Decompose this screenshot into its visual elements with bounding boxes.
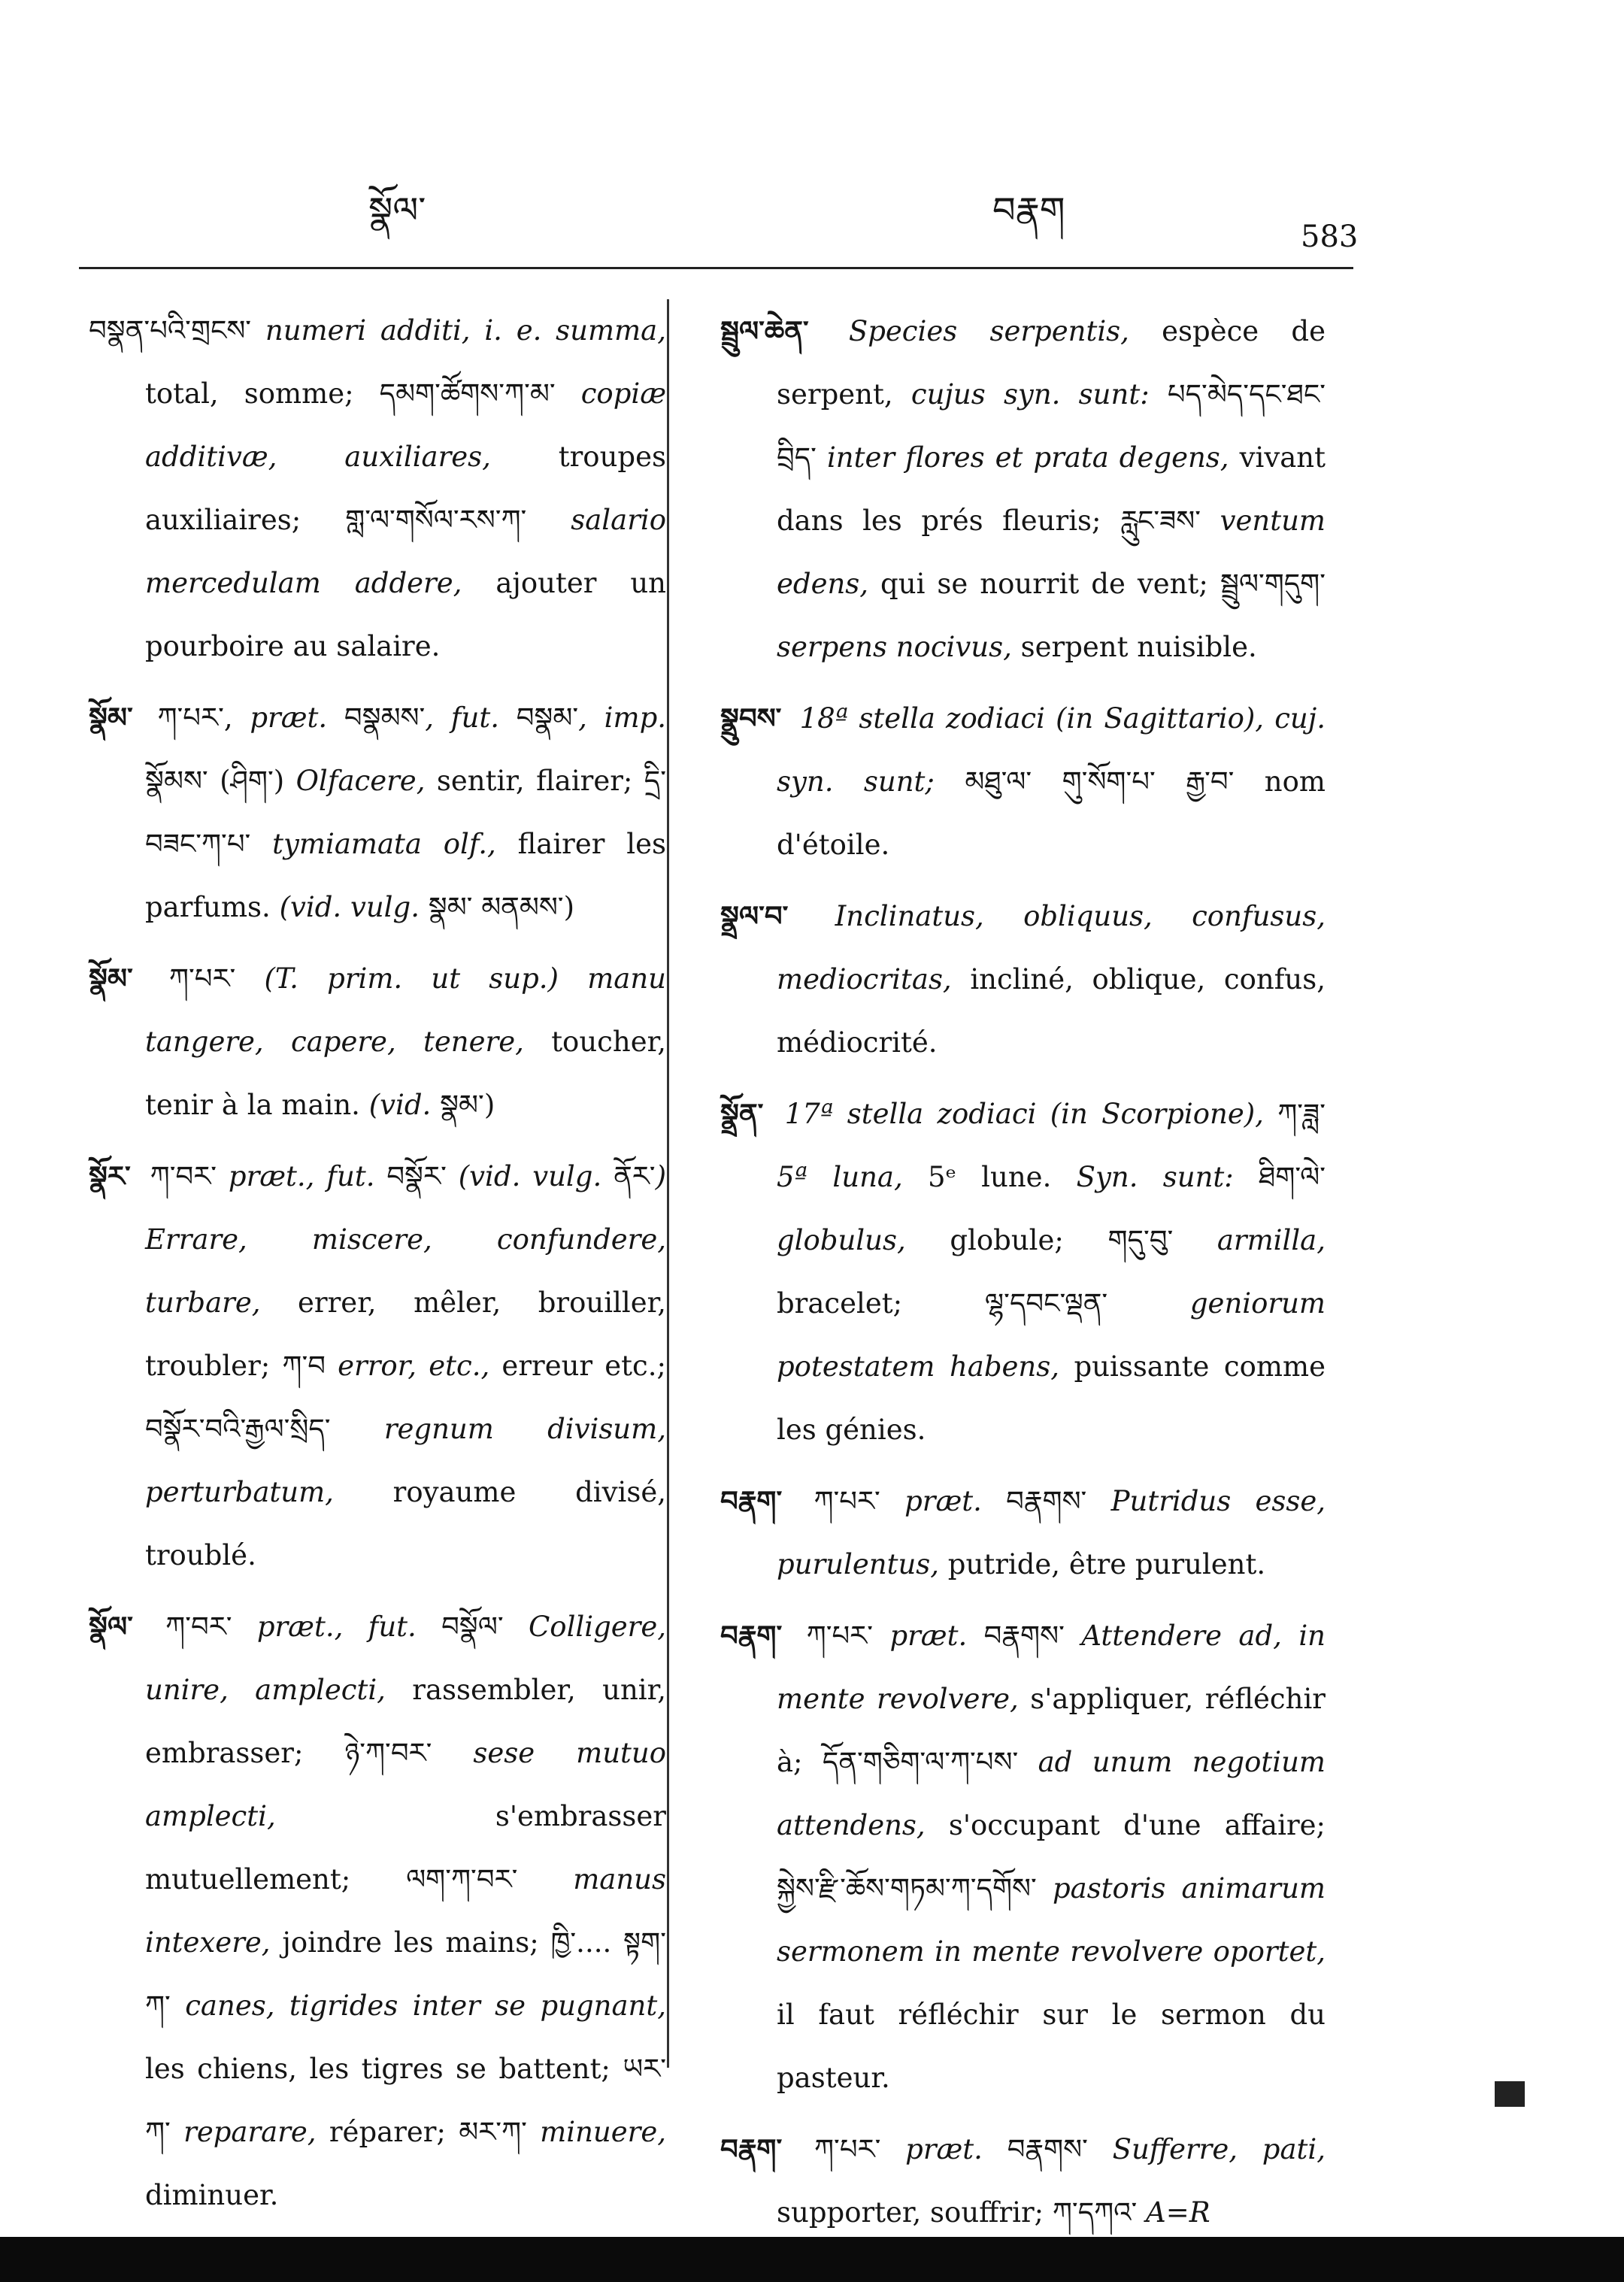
french-gloss: total, somme; xyxy=(145,377,380,410)
tibetan-term: བསྣམས་ xyxy=(344,702,426,734)
tibetan-term: ཉེ་ཀ་བར་ xyxy=(344,1737,432,1769)
latin-gloss: 17ª stella zodiaci (in Scorpione), xyxy=(771,1098,1278,1130)
right-column xyxy=(720,299,1326,2252)
tibetan-term: ཀ་པར་, xyxy=(140,702,250,734)
french-gloss: espèce de serpent, xyxy=(777,315,1326,411)
latin-gloss: ad unum negotium attendens, xyxy=(777,1746,1326,1841)
latin-gloss: sese mutuo amplecti, xyxy=(145,1737,666,1832)
left-column xyxy=(89,299,666,2235)
tibetan-term: ནོར་ xyxy=(614,1160,656,1193)
french-gloss: serpent nuisible. xyxy=(1011,631,1257,663)
french-gloss: qui se nourrit de vent; xyxy=(868,568,1220,600)
french-gloss: royaume divisé, troublé. xyxy=(145,1476,666,1571)
latin-gloss: Syn. sunt: xyxy=(1076,1161,1259,1193)
tibetan-term: ཀ་པར་ xyxy=(789,1485,905,1517)
french-gloss: rassembler, unir, embrasser; xyxy=(145,1674,667,1769)
entry-headword: སྦྲུལ་ཆེན་ xyxy=(720,314,809,347)
latin-gloss: præt., fut. xyxy=(256,1611,442,1643)
latin-gloss: 18ª stella zodiaci (in Sagittario), cuj. syn. sunt; xyxy=(777,702,1326,798)
latin-gloss: geniorum potestatem habens, xyxy=(777,1287,1326,1383)
dictionary-entry xyxy=(720,884,1326,1074)
french-gloss: supporter, souffrir; xyxy=(777,2196,1053,2229)
entry-headword: སྣོལ་ xyxy=(89,1610,133,1643)
french-gloss: troupes auxiliaires; xyxy=(145,441,666,536)
tibetan-term: རླུང་ཟས་ xyxy=(1120,505,1201,537)
french-gloss: joindre les mains; xyxy=(270,1926,551,1959)
running-head-right: བརྣག xyxy=(992,189,1065,232)
margin-mark xyxy=(1495,2081,1525,2107)
tibetan-term: ཀ་པར་ xyxy=(789,2133,906,2165)
french-gloss: globule; xyxy=(905,1224,1108,1256)
tibetan-term: སྣམ་ xyxy=(440,1089,484,1121)
latin-gloss: minuere, xyxy=(526,2116,666,2148)
latin-gloss: præt. xyxy=(250,702,344,734)
running-head-left: སྣོལ་ xyxy=(368,189,426,232)
french-gloss: s'appliquer, réfléchir à; xyxy=(777,1683,1326,1778)
latin-gloss: error, etc., xyxy=(325,1350,490,1382)
latin-gloss: Species serpentis, xyxy=(816,315,1129,347)
tibetan-term: སྐྱེས་རྫི་ཆོས་གཏམ་ཀ་དགོས་ xyxy=(777,1872,1037,1905)
entry-headword: བརྣག་ xyxy=(720,1484,783,1517)
french-gloss: réparer; xyxy=(316,2116,459,2148)
latin-gloss: (T. prim. ut sup.) manu tangere, capere, tenere, xyxy=(145,962,666,1058)
latin-gloss: ) Errare, miscere, confundere, turbare, xyxy=(145,1160,667,1319)
tibetan-term: མཐུ་ལ་ གུ་སོག་པ་ རྒྱ་བ་ xyxy=(965,765,1235,798)
latin-gloss: præt. xyxy=(904,1485,1007,1517)
tibetan-term: སྣོམས་ (ཤིག་) xyxy=(145,765,285,797)
french-gloss: 5ᵉ lune. xyxy=(902,1161,1077,1193)
latin-gloss: cujus syn. sunt: xyxy=(910,378,1168,411)
latin-gloss: armilla, xyxy=(1173,1224,1326,1256)
french-gloss: ajouter un pourboire au salaire. xyxy=(145,567,666,662)
latin-gloss: serpens nocivus, xyxy=(777,631,1012,663)
french-gloss: s'occupant d'une affaire; xyxy=(925,1809,1326,1841)
french-gloss: ) xyxy=(483,1089,495,1121)
tibetan-term: མར་ཀ་ xyxy=(459,2116,527,2148)
dictionary-entry xyxy=(89,686,666,939)
french-gloss: flairer les parfums. xyxy=(145,828,666,923)
french-gloss: nom d'étoile. xyxy=(777,765,1326,861)
latin-gloss: Attendere ad, in mente revolvere, xyxy=(777,1620,1326,1715)
dictionary-entry xyxy=(720,1604,1326,2110)
tibetan-term: བརྣགས་ xyxy=(1007,2133,1088,2165)
entry-headword: སྣྲུབས་ xyxy=(720,702,782,735)
dictionary-entry xyxy=(720,1469,1326,1596)
tibetan-term: བརྣགས་ xyxy=(983,1620,1065,1652)
french-gloss: putride, être purulent. xyxy=(939,1548,1266,1580)
entry-headword: སྣོར་ xyxy=(89,1159,131,1193)
french-gloss: erreur etc.; xyxy=(489,1350,666,1382)
scan-bottom-bar xyxy=(0,2237,1624,2282)
french-gloss: les chiens, les tigres se battent; xyxy=(145,2053,623,2085)
tibetan-term: ཡར་ཀ་ xyxy=(145,2053,666,2148)
tibetan-term: ཐིག་ལེ་ xyxy=(1259,1161,1326,1193)
latin-gloss: Putridus esse, purulentus, xyxy=(777,1485,1326,1580)
latin-gloss: 5ª luna, xyxy=(777,1161,903,1193)
tibetan-term: བསྣོལ་ xyxy=(441,1611,504,1643)
tibetan-term: དོན་གཅིག་ལ་ཀ་པས་ xyxy=(822,1746,1019,1778)
latin-gloss: regnum divisum, perturbatum, xyxy=(145,1413,666,1508)
latin-gloss: pastoris animarum sermonem in mente revolvere oportet, xyxy=(777,1872,1326,1968)
french-gloss: errer, mêler, brouiller, troubler; xyxy=(145,1286,666,1382)
tibetan-term: སྣམ་ མནམས་ xyxy=(428,891,564,923)
latin-gloss: Olfacere, xyxy=(284,765,426,797)
french-gloss: puissante comme les génies. xyxy=(777,1350,1326,1446)
tibetan-term: ཀ་བར་ xyxy=(140,1611,257,1643)
tibetan-term: བསྣམ་ xyxy=(516,702,579,734)
entry-headword: བརྣག་ xyxy=(720,1619,783,1652)
dictionary-entry xyxy=(720,2117,1326,2244)
french-gloss: incliné, oblique, confus, médiocrité. xyxy=(777,963,1326,1059)
tibetan-term: ལྷ་དབང་ལྡན་ xyxy=(984,1287,1108,1320)
tibetan-term: དམག་ཚོགས་ཀ་མ་ xyxy=(379,377,556,410)
latin-gloss: canes, tigrides inter se pugnant, xyxy=(170,1990,666,2022)
dictionary-entry xyxy=(720,686,1326,877)
latin-gloss: manus intexere, xyxy=(145,1863,666,1959)
latin-gloss: (vid. xyxy=(368,1089,441,1121)
dictionary-entry xyxy=(720,299,1326,679)
tibetan-term: བསྣོར་ xyxy=(386,1160,447,1193)
entry-headword: སྣོམ་ xyxy=(89,962,133,995)
entry-headword: སྣྲལ་བ་ xyxy=(720,899,789,932)
latin-gloss: , fut. xyxy=(425,702,517,734)
french-gloss: sentir, flairer; xyxy=(425,765,644,797)
entry-headword: སྣྲོན་ xyxy=(720,1097,764,1130)
french-gloss: bracelet; xyxy=(777,1287,985,1320)
latin-gloss: reparare, xyxy=(170,2116,317,2148)
page-number: 583 xyxy=(1301,220,1359,254)
tibetan-term: ཀ་བ xyxy=(282,1350,326,1382)
tibetan-term: བརྣགས་ xyxy=(1006,1485,1087,1517)
french-gloss: s'embrasser mutuellement; xyxy=(145,1800,666,1896)
latin-gloss: salario mercedulam addere, xyxy=(145,504,666,599)
latin-gloss: , imp. xyxy=(578,702,667,734)
column-divider xyxy=(667,299,669,2068)
french-gloss: ) xyxy=(563,891,575,923)
dictionary-entry xyxy=(720,1082,1326,1462)
entry-headword: སྣོམ་ xyxy=(89,701,133,734)
tibetan-term: དྲི་བཟང་ཀ་པ་ xyxy=(145,765,666,860)
latin-gloss: A=R xyxy=(1137,2196,1210,2229)
header-rule xyxy=(79,267,1353,269)
dictionary-entry xyxy=(89,1144,666,1587)
latin-gloss: globulus, xyxy=(777,1224,906,1256)
latin-gloss: ventum edens, xyxy=(777,505,1326,600)
tibetan-term: ཁྱི་.... སྟག་ཀ་ xyxy=(145,1926,667,2022)
tibetan-term: ཀ་པར་ xyxy=(789,1620,890,1652)
tibetan-term: ཀ་བར་ xyxy=(138,1160,229,1193)
latin-gloss: præt. xyxy=(889,1620,984,1652)
latin-gloss: Colligere, unire, amplecti, xyxy=(145,1611,666,1706)
tibetan-term: སྦྲུལ་གདུག་ xyxy=(1220,568,1326,600)
latin-gloss: (vid. vulg. xyxy=(446,1160,614,1193)
latin-gloss: Inclinatus, obliquus, confusus, mediocritas, xyxy=(777,900,1326,996)
french-gloss: vivant dans les prés fleuris; xyxy=(777,441,1326,537)
french-gloss: il faut réfléchir sur le sermon du pasteur. xyxy=(777,1999,1326,2094)
french-gloss: diminuer. xyxy=(145,2179,279,2211)
latin-gloss: numeri additi, i. e. summa, xyxy=(251,314,666,347)
tibetan-term: པད་མེད་དང་ཐང་བྲིད་ xyxy=(777,378,1326,474)
tibetan-term: གླ་ལ་གསོལ་རས་ཀ་ xyxy=(345,504,527,536)
latin-gloss: præt., fut. xyxy=(228,1160,387,1193)
dictionary-entry xyxy=(89,947,666,1137)
latin-gloss: Sufferre, pati, xyxy=(1087,2133,1326,2165)
entry-headword: བརྣག་ xyxy=(720,2132,783,2165)
tibetan-term: ཀ་དཀའ་ xyxy=(1052,2196,1138,2229)
tibetan-term: ཀ་པར་ xyxy=(140,962,236,995)
latin-gloss: tymiamata olf., xyxy=(250,828,496,860)
tibetan-term: གདུ་བུ་ xyxy=(1107,1224,1174,1256)
latin-gloss: inter flores et prata degens, xyxy=(816,441,1229,474)
dictionary-entry xyxy=(89,299,666,678)
tibetan-term: བསྣན་པའི་གྲངས་ xyxy=(89,314,252,347)
tibetan-term: ཀ་ཟླ་ xyxy=(1277,1098,1326,1130)
french-gloss: toucher, tenir à la main. xyxy=(145,1026,666,1121)
tibetan-term: བསྣོར་བའི་རྒྱལ་སྲིད་ xyxy=(145,1413,331,1445)
tibetan-term: ལག་ཀ་བར་ xyxy=(406,1863,518,1896)
latin-gloss: copiæ additivæ, auxiliares, xyxy=(145,377,666,473)
dictionary-entry xyxy=(89,1595,666,2227)
latin-gloss: (vid. vulg. xyxy=(279,891,429,923)
latin-gloss: præt. xyxy=(905,2133,1007,2165)
